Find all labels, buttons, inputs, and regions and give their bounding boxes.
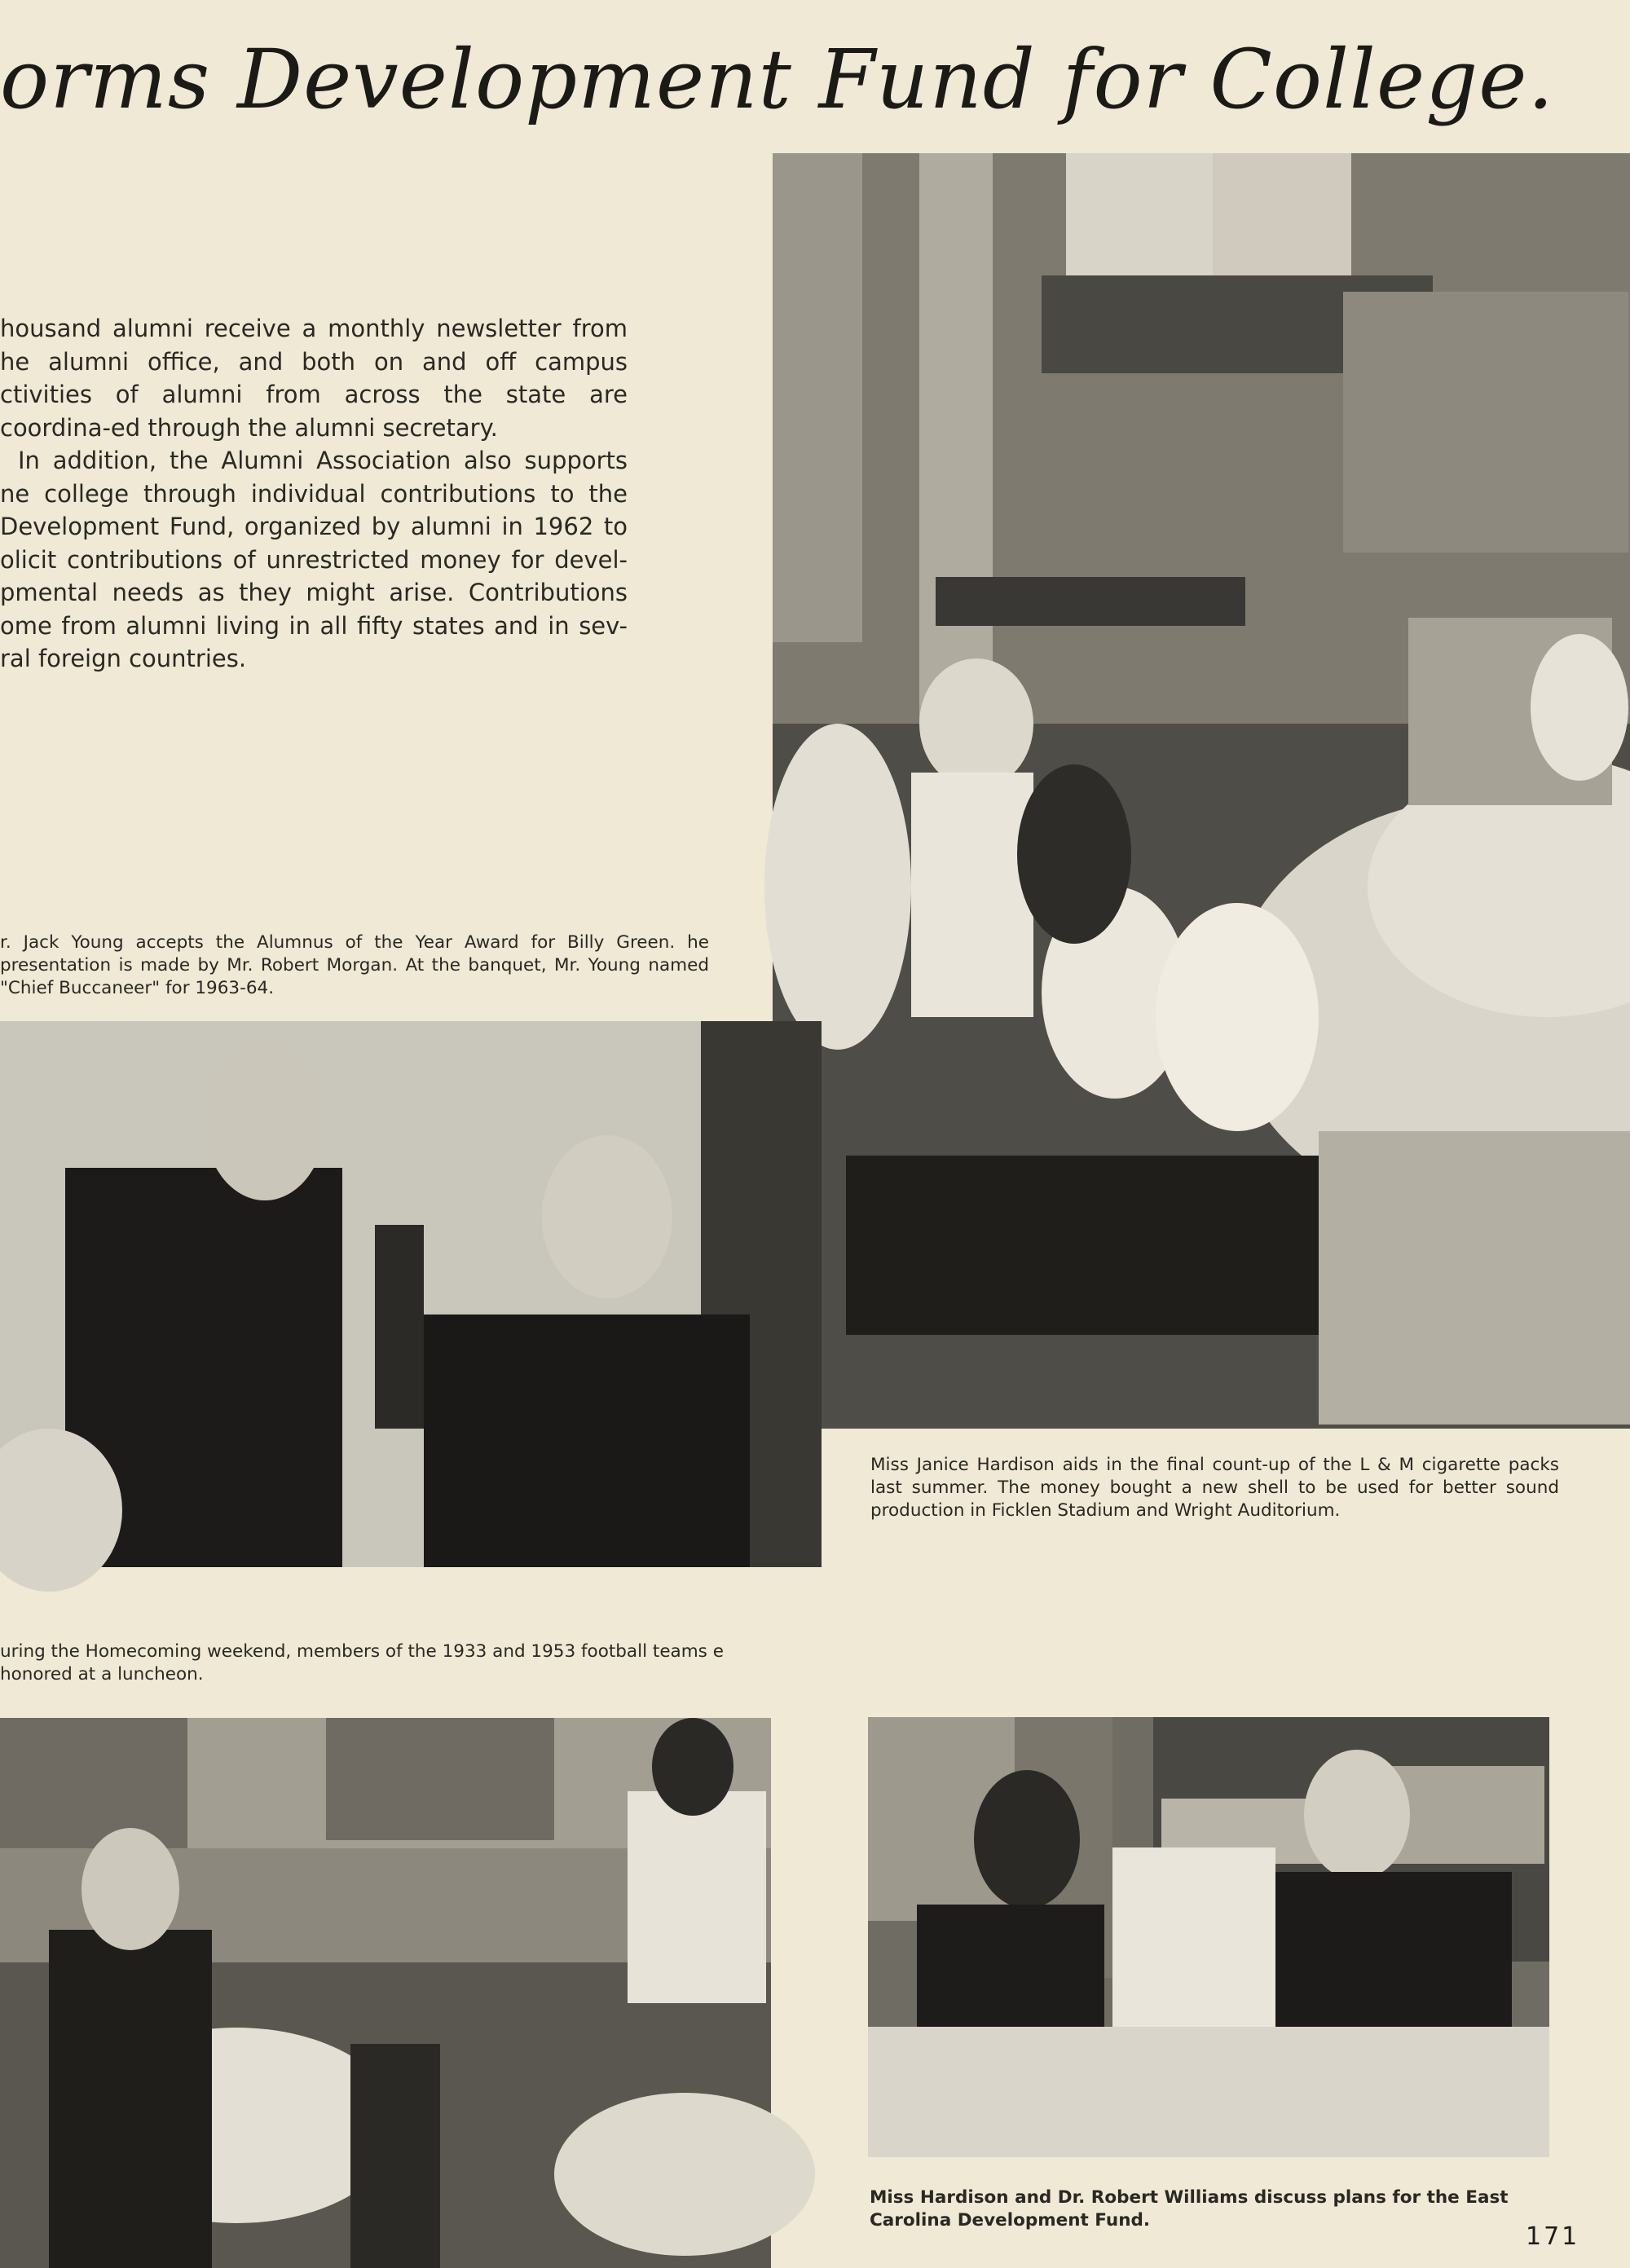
photo-office-discussion	[868, 1717, 1549, 2157]
article-body	[0, 312, 628, 676]
caption-office: Miss Hardison and Dr. Robert Williams discuss plans for the East Carolina Development Fund.	[870, 2187, 1509, 2231]
headline: orms Development Fund for College.	[0, 32, 1555, 127]
paragraph-1: housand alumni receive a monthly newsletter from he alumni office, and both on and off campus ctivities of alumni from across the state are coordina-ed through the alumni secretary.	[0, 315, 628, 442]
page-number: 171	[1526, 2222, 1580, 2251]
caption-trophy: r. Jack Young accepts the Alumnus of the Year Award for Billy Green. he presentation is made by Mr. Robert Morgan. At the banquet, Mr. Young named "Chief Buccaneer" for 1963-64.	[0, 932, 709, 998]
photo-cigarette-count	[773, 153, 1630, 1429]
caption-cigarette: Miss Janice Hardison aids in the final count-up of the L & M cigarette packs last summer. The money bought a new shell to be used for better sound production in Ficklen Stadium and Wright Auditorium.	[870, 1455, 1559, 1521]
caption-luncheon: uring the Homecoming weekend, members of the 1933 and 1953 football teams e honored at a luncheon.	[0, 1641, 724, 1684]
paragraph-2: In addition, the Alumni Association also supports ne college through individual contributions to the Development Fund, organized by alumni in 1962 to olicit contributions of unrestricted money for devel-pmental needs as they might arise. Contributions ome from alumni living in all fifty states and in sev-ral foreign countries.	[0, 447, 628, 672]
photo-trophy-presentation	[0, 1021, 822, 1567]
photo-luncheon	[0, 1718, 771, 2268]
